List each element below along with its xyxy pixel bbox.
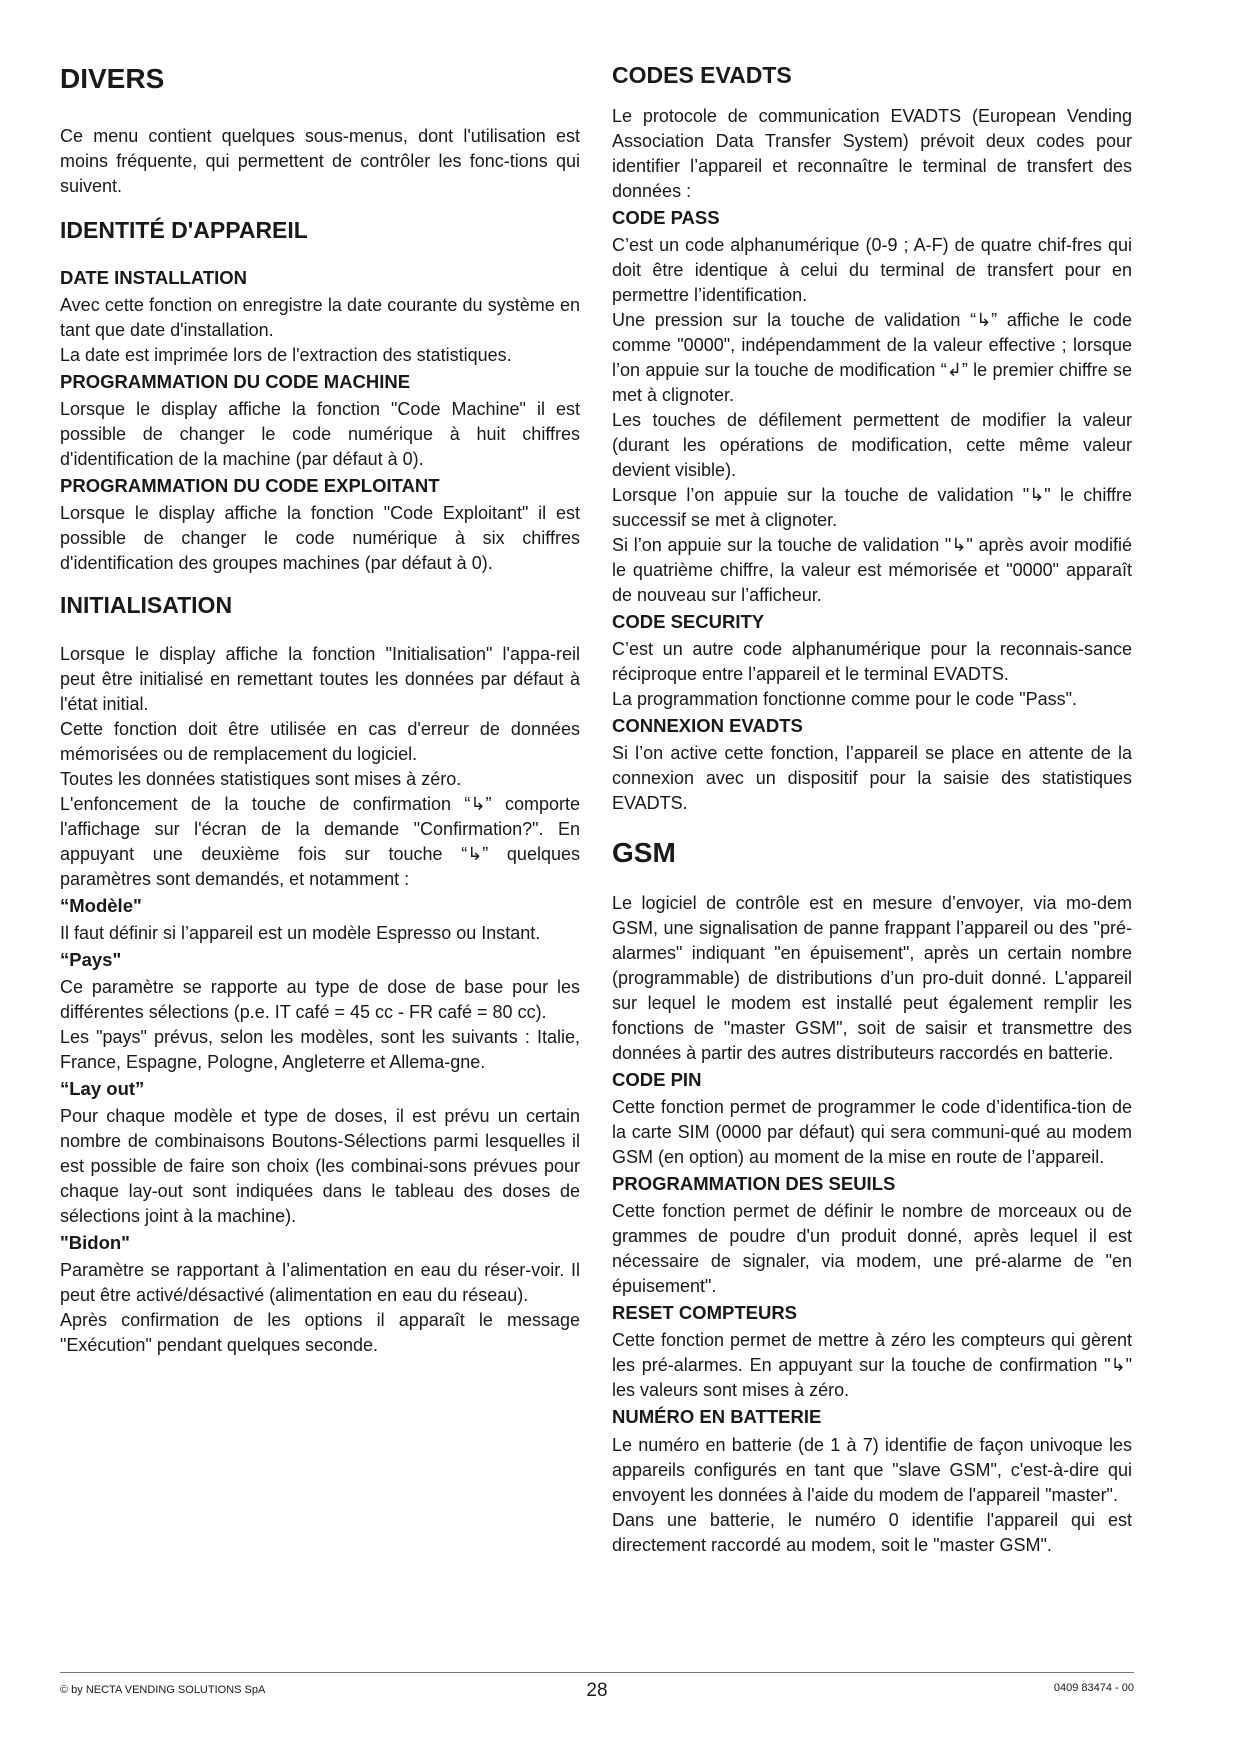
- heading-pays: “Pays": [60, 948, 122, 970]
- paragraph: Cette fonction permet de mettre à zéro les compteurs qui gèrent les pré-alarmes. En appuyant sur la touche de confirmation "↳" les valeurs sont mises à zéro.: [612, 1330, 1132, 1401]
- footer-divider: [60, 1672, 1134, 1673]
- paragraph: Le logiciel de contrôle est en mesure d’envoyer, via mo-dem GSM, une signalisation de panne frappant l’appareil ou des "pré-alarmes" indiquant "en épuisement", après un certain nombre (programmable) de distributions d’un pro-duit donné. L'appareil sur lequel le modem est installé peut également remplir les fonctions de "master GSM", soit de saisir et transmettre des données à partir des autres distributeurs raccordés en batterie.: [612, 893, 1132, 1064]
- paragraph: Ce paramètre se rapporte au type de dose de base pour les différentes sélections (p.e. IT café = 45 cc - FR café = 80 cc).: [60, 977, 580, 1023]
- paragraph: La date est imprimée lors de l'extraction des statistiques.: [60, 345, 512, 366]
- paragraph: Avec cette fonction on enregistre la date courante du système en tant que date d'installation.: [60, 295, 580, 341]
- paragraph: Lorsque le display affiche la fonction "Code Machine" il est possible de changer le code numérique à huit chiffres d'identification de la machine (par défaut à 0).: [60, 399, 580, 470]
- section-title-divers: DIVERS: [60, 63, 165, 94]
- left-column: [60, 62, 580, 1358]
- footer-copyright: © by NECTA VENDING SOLUTIONS SpA: [60, 1684, 266, 1696]
- heading-numero-batterie: NUMÉRO EN BATTERIE: [612, 1406, 822, 1428]
- paragraph: C’est un autre code alphanumérique pour la reconnais-sance réciproque entre l’appareil et le terminal EVADTS.: [612, 638, 1132, 684]
- paragraph: Cette fonction permet de programmer le code d’identifica-tion de la carte SIM (0000 par défaut) qui sera communi-qué au modem GSM (en option) au moment de la mise en route de l’appareil.: [612, 1097, 1132, 1168]
- section-title-codes-evadts: CODES EVADTS: [612, 62, 792, 88]
- page-number: 28: [586, 1680, 608, 1701]
- paragraph: Lorsque l’on appuie sur la touche de validation "↳" le chiffre successif se met à clignoter.: [612, 484, 1132, 530]
- heading-layout: “Lay out”: [60, 1078, 145, 1100]
- section-title-identite: IDENTITÉ D'APPAREIL: [60, 216, 308, 243]
- paragraph: Cette fonction doit être utilisée en cas d'erreur de données mémorisées ou de remplacement du logiciel.: [60, 718, 580, 764]
- paragraph: La programmation fonctionne comme pour le code "Pass".: [612, 688, 1078, 709]
- heading-seuils: PROGRAMMATION DES SEUILS: [612, 1173, 896, 1195]
- section-title-initialisation: INITIALISATION: [60, 592, 233, 619]
- paragraph: Toutes les données statistiques sont mises à zéro.: [60, 768, 462, 789]
- section-title-gsm: GSM: [612, 836, 676, 868]
- paragraph: C’est un code alphanumérique (0-9 ; A-F) de quatre chif-fres qui doit être identique à celui du terminal de transfert pour en permettre l’identification.: [612, 234, 1132, 305]
- paragraph: Le numéro en batterie (de 1 à 7) identifie de façon univoque les appareils configurés en tant que "slave GSM", c'est-à-dire qui envoyent les données à l'aide du modem de l'appareil "master".: [612, 1434, 1132, 1505]
- heading-code-machine: PROGRAMMATION DU CODE MACHINE: [60, 371, 411, 393]
- document-code: 0409 83474 - 00: [1053, 1682, 1134, 1694]
- heading-reset-compteurs: RESET COMPTEURS: [612, 1302, 798, 1324]
- paragraph: Le protocole de communication EVADTS (European Vending Association Data Transfer System) prévoit deux codes pour identifier l’appareil et reconnaître le terminal de transfert des données :: [612, 105, 1132, 201]
- paragraph: Pour chaque modèle et type de doses, il est prévu un certain nombre de combinaisons Boutons-Sélections parmi lesquelles il est possible de faire son choix (les combinai-sons prévues pour chaque lay-out sont indiquées dans le tableau des doses de sélections joint à la machine).: [60, 1106, 580, 1227]
- paragraph: Lorsque le display affiche la fonction "Initialisation" l'appa-reil peut être initialisé en remettant toutes les données par défaut à l'état initial.: [60, 643, 580, 714]
- paragraph: Lorsque le display affiche la fonction "Code Exploitant" il est possible de changer le code numérique à six chiffres d'identification des groupes machines (par défaut à 0).: [60, 503, 580, 574]
- heading-date-installation: DATE INSTALLATION: [60, 267, 248, 289]
- paragraph: Après confirmation de les options il apparaît le message "Exécution" pendant quelques seconde.: [60, 1310, 580, 1356]
- paragraph: Dans une batterie, le numéro 0 identifie l'appareil qui est directement raccordé au modem, soit le "master GSM".: [612, 1509, 1132, 1555]
- intro-text: Ce menu contient quelques sous-menus, dont l'utilisation est moins fréquente, qui permettent de contrôler les fonc-tions qui suivent.: [60, 125, 580, 196]
- heading-code-exploitant: PROGRAMMATION DU CODE EXPLOITANT: [60, 475, 440, 497]
- paragraph: Si l’on appuie sur la touche de validation "↳" après avoir modifié le quatrième chiffre, la valeur est mémorisée et "0000" apparaît de nouveau sur l’afficheur.: [612, 534, 1132, 605]
- heading-connexion-evadts: CONNEXION EVADTS: [612, 714, 803, 736]
- paragraph: Une pression sur la touche de validation “↳” affiche le code comme "0000", indépendamment de la valeur effective ; lorsque l’on appuie sur la touche de modification “↲” le premier chiffre se met à clignoter.: [612, 309, 1132, 405]
- heading-code-pass: CODE PASS: [612, 206, 720, 228]
- paragraph: Les "pays" prévus, selon les modèles, sont les suivants : Italie, France, Espagne, Pologne, Angleterre et Allema-gne.: [60, 1027, 580, 1073]
- paragraph: Il faut définir si l’appareil est un modèle Espresso ou Instant.: [60, 922, 541, 943]
- paragraph: Cette fonction permet de définir le nombre de morceaux ou de grammes de poudre d'un produit donné, après lequel il est nécessaire de signaler, via modem, une pré-alarme de "en épuisement".: [612, 1201, 1132, 1297]
- heading-code-security: CODE SECURITY: [612, 610, 765, 632]
- paragraph: Paramètre se rapportant à l’alimentation en eau du réser-voir. Il peut être activé/désactivé (alimentation en eau du réseau).: [60, 1260, 580, 1306]
- heading-bidon: "Bidon": [60, 1232, 130, 1254]
- heading-code-pin: CODE PIN: [612, 1069, 702, 1091]
- heading-modele: “Modèle": [60, 894, 142, 916]
- paragraph: L'enfoncement de la touche de confirmation “↳” comporte l'affichage sur l'écran de la demande "Confirmation?". En appuyant une deuxième fois sur touche “↳” quelques paramètres sont demandés, et notamment :: [60, 793, 580, 889]
- paragraph: Les touches de défilement permettent de modifier la valeur (durant les opérations de modification, cette même valeur devient visible).: [612, 409, 1132, 480]
- paragraph: Si l’on active cette fonction, l’appareil se place en attente de la connexion avec un dispositif pour la saisie des statistiques EVADTS.: [612, 742, 1132, 813]
- right-column: [612, 62, 1132, 1558]
